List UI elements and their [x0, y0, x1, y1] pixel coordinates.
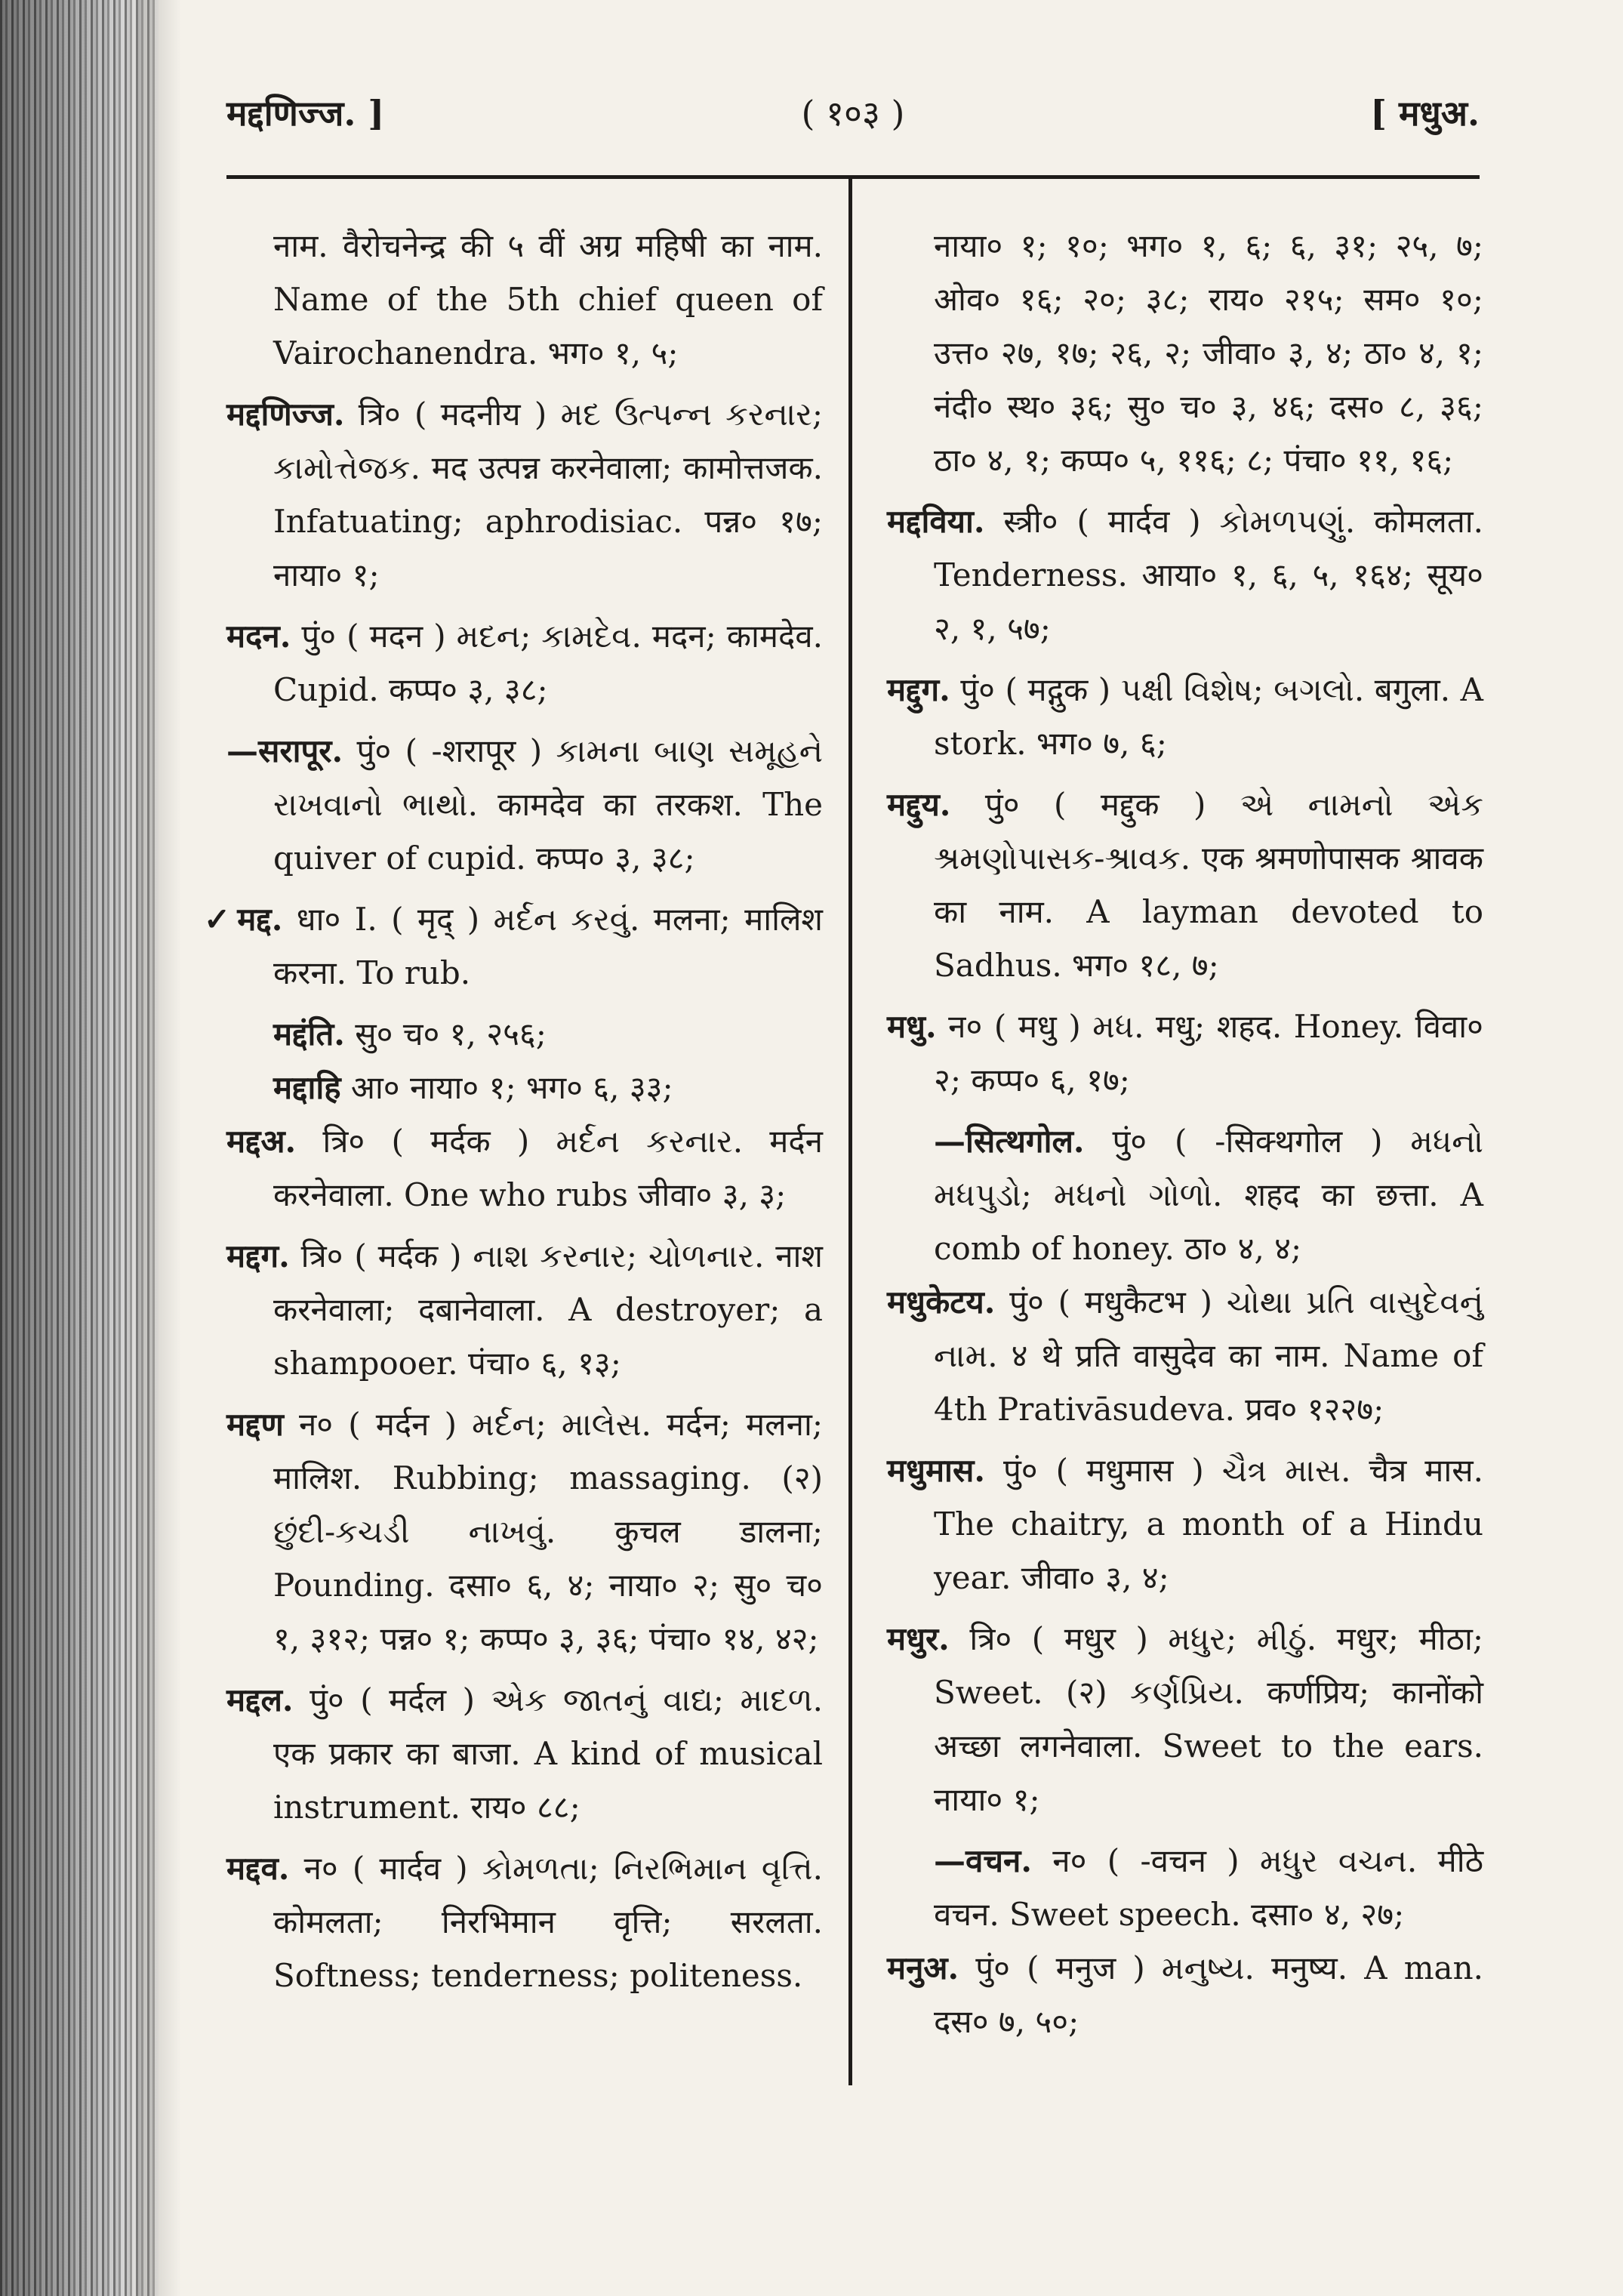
entry-definition: आ० नाया० १; भग० ६, ३३; — [340, 1069, 673, 1106]
entry-headword: मद्दल. — [226, 1681, 294, 1718]
entry-headword: मद्दाहि — [273, 1069, 341, 1106]
entry-headword: मधु. — [887, 1008, 937, 1045]
checkmark-icon: ✓ — [204, 901, 235, 938]
header-left-guideword: मद्दणिज्ज. ] — [226, 93, 385, 134]
entry-definition: न० ( मर्दन ) મર્દન; માલેસ. मर्दन; मलना; मालिश. Rubbing; massaging. (२) છુંદી-કચડી નાખવું. कुचल डालना; Pounding. दसा० ६, ४; नाया० २; सु० च० १, ३१२; पन्न० १; कप्प० ३, ३६; पंचा० १४, ४२; — [273, 1406, 823, 1657]
dictionary-entry — [887, 1612, 1483, 1826]
entry-definition: पुं० ( -सिक्थगोल ) મધનો મધપુડો; મધનો ગોળો. शहद का छत्ता. A comb of honey. ठा० ४, ४; — [934, 1123, 1483, 1267]
dictionary-entry — [226, 609, 823, 717]
page-number: ( १०३ ) — [801, 93, 905, 134]
entry-headword: मद्दण — [226, 1406, 284, 1443]
dictionary-entry — [226, 1229, 823, 1390]
dictionary-entry — [226, 387, 823, 602]
dictionary-entry — [226, 1398, 823, 1666]
dictionary-subentry — [226, 1007, 823, 1061]
entry-definition: धा० I. ( मृद् ) મર્દન કરવું. मलना; मालिश करना. To rub. — [273, 901, 823, 991]
entry-headword: मधुकेटय. — [887, 1284, 996, 1321]
entry-headword: मद्दणिज्ज. — [226, 396, 345, 433]
entry-headword: मद्द. — [237, 901, 283, 938]
dictionary-entry — [887, 1444, 1483, 1604]
entry-headword: मद्दविया. — [887, 503, 985, 540]
entry-definition: पुं० ( मद्दुक ) એ નામનો એક શ્રમણોપાસક-શ્રાવક. एक श्रमणोपासक श्रावक का नाम. A layman devoted to Sadhus. भग० १८, ७; — [934, 786, 1483, 984]
dictionary-entry — [226, 1673, 823, 1834]
entry-headword: मधुर. — [887, 1620, 950, 1657]
entry-definition: पुं० ( मधुमास ) ચૈત્ર માસ. चैत्र मास. The chaitry, a month of a Hindu year. जीवा० ३, ४; — [934, 1452, 1483, 1596]
entry-definition: त्रि० ( मर्दक ) મર્દન કરનાર. मर्दन करनेवाला. One who rubs जीवा० ३, ३; — [273, 1123, 823, 1213]
entry-headword: मदन. — [226, 618, 291, 655]
column-divider — [848, 179, 852, 2085]
entry-headword: मद्दअ. — [226, 1123, 297, 1160]
dictionary-entry — [887, 778, 1483, 992]
dictionary-entry — [887, 1941, 1483, 2048]
entry-headword: मद्दग. — [226, 1237, 290, 1274]
entry-definition: पुं० ( -शरापूर ) કામના બાણ સમૂહને રાખવાનો ભાથો. कामदेव का तरकश. The quiver of cupid. कप्प० ३, ३८; — [273, 732, 823, 877]
binding-gradient — [136, 0, 181, 2296]
dictionary-entry — [887, 1000, 1483, 1107]
entry-headword: मद्दव. — [226, 1850, 290, 1887]
entry-headword: —वचन. — [934, 1842, 1032, 1879]
dictionary-entry — [887, 495, 1483, 655]
header-rule — [226, 175, 1480, 179]
dictionary-entry: नाम. वैरोचनेन्द्र की ५ वीं अग्र महिषी का नाम. Name of the 5th chief queen of Vairochanendra. भग० १, ५; — [273, 227, 823, 371]
entry-definition: न० ( -वचन ) મધુર વચન. मीठे वचन. Sweet speech. दसा० ४, २७; — [934, 1842, 1483, 1933]
book-binding-shadow — [0, 0, 159, 2296]
entry-headword: मद्दुय. — [887, 786, 951, 823]
dictionary-entry: नाया० १; १०; भग० १, ६; ६, ३१; २५, ७; ओव० १६; २०; ३८; राय० २१५; सम० १०; उत्त० २७, १७; २६, २; जीवा० ३, ४; ठा० ४, १; नंदी० स्थ० ३६; सु० च० ३, ४६; दस० ८, ३६; ठा० ४, १; कप्प० ५, ११६; ८; पंचा० ११, १६; — [934, 227, 1483, 479]
entry-definition: पुं० ( मधुकैटभ ) ચોથા પ્રતિ વાસુદેવનું નામ. ४ थे प्रति वासुदेव का नाम. Name of 4th Prativāsudeva. प्रव० १२२७; — [934, 1284, 1483, 1428]
entry-headword: मनुअ. — [887, 1949, 959, 1986]
dictionary-subentry — [887, 1114, 1483, 1275]
dictionary-entry — [887, 1275, 1483, 1436]
entry-headword: मद्दुग. — [887, 671, 950, 708]
dictionary-subentry — [226, 724, 823, 885]
entry-headword: —सित्थगोल. — [934, 1123, 1085, 1160]
dictionary-entry — [226, 1841, 823, 2002]
entry-definition: त्रि० ( मधुर ) મધુર; મીઠું. मधुर; मीठा; Sweet. (२) કર્ણપ્રિય. कर्णप्रिय; कानोंको अच्छा लगनेवाला. Sweet to the ears. नाया० १; — [934, 1620, 1483, 1818]
entry-definition: पुं० ( मद्गुक ) પક્ષી વિશેષ; બગલો. बगुला. A stork. भग० ७, ६; — [934, 671, 1483, 762]
entry-headword: मधुमास. — [887, 1452, 985, 1489]
entry-definition: त्रि० ( मर्दक ) નાશ કરનાર; ચોળનાર. नाश करनेवाला; दबानेवाला. A destroyer; a shampooer. पंचा० ६, १३; — [273, 1237, 823, 1382]
left-column — [204, 219, 823, 2010]
entry-definition: पुं० ( मर्दल ) એક જાતનું વાદ્ય; માદળ. एक प्रकार का बाजा. A kind of musical instrument. राय० ८८; — [273, 1681, 823, 1826]
entry-definition: सु० च० १, २५६; — [344, 1015, 547, 1052]
entry-definition: स्त्री० ( मार्दव ) કોમળપણું. कोमलता. Tenderness. आया० १, ६, ५, १६४; सूय० २, १, ५७; — [934, 503, 1483, 647]
entry-headword: मद्दंति. — [273, 1015, 345, 1052]
dictionary-entry — [887, 663, 1483, 770]
page-header — [226, 89, 1480, 149]
entry-definition: पुं० ( मनुज ) મનુષ્ય. मनुष्य. A man. दस० ७, ५०; — [934, 1949, 1483, 2040]
dictionary-entry — [226, 1114, 823, 1222]
entry-definition: न० ( मधु ) મધ. मधु; शहद. Honey. विवा० २; कप्प० ६, १७; — [934, 1008, 1483, 1099]
entry-definition: न० ( मार्दव ) કોમળતા; નિરભિમાન વૃત્તિ. कोमलता; निरभिमान वृत्ति; सरलता. Softness; tenderness; politeness. — [273, 1850, 823, 1994]
dictionary-subentry — [226, 1061, 823, 1114]
dictionary-subentry — [887, 1834, 1483, 1941]
entry-headword: —सरापूर. — [226, 732, 343, 769]
header-right-guideword: [ मधुअ. — [1370, 93, 1480, 134]
dictionary-entry — [204, 892, 823, 1000]
entry-definition: त्रि० ( मदनीय ) મદ ઉત્પન્ન કરનાર; કામોત્તેજક. मद उत्पन्न करनेवाला; कामोत्तजक. Infatuating; aphrodisiac. पन्न० १७; नाया० १; — [273, 396, 823, 593]
entry-definition: पुं० ( मदन ) મદન; કામદેવ. मदन; कामदेव. Cupid. कप्प० ३, ३८; — [273, 618, 823, 708]
right-column — [887, 219, 1483, 2056]
